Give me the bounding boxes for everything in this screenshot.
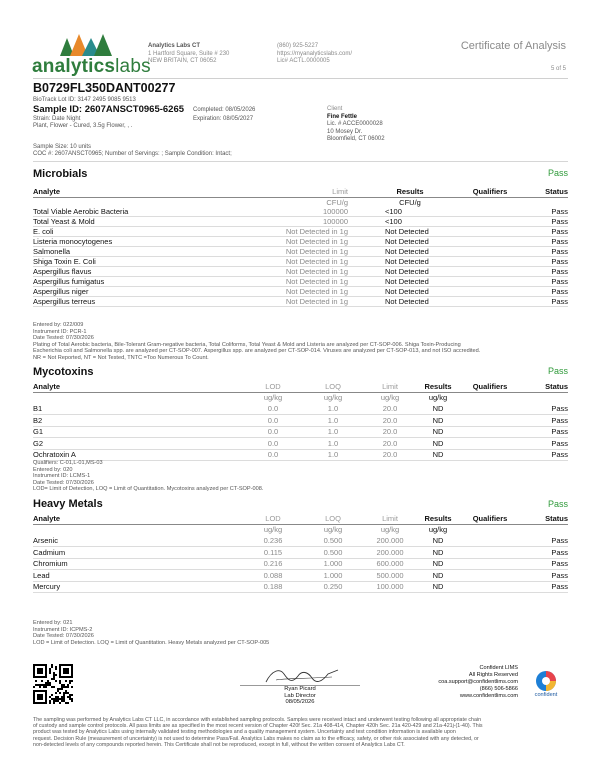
signatory-name: Ryan Picard [284, 686, 316, 692]
table-row [33, 416, 568, 426]
heavy-metals-units-row [33, 525, 568, 535]
lab-license: Lic# ACTL.0000005 [277, 58, 330, 64]
cell-analyte: Shiga Toxin E. Coli [33, 257, 96, 266]
cell-limit: Not Detected in 1g [285, 267, 348, 276]
lab-address2: NEW BRITAIN, CT 06052 [148, 58, 217, 64]
row-divider [33, 592, 568, 593]
heavy-metals-results-unit: ug/kg [428, 525, 448, 534]
cell-result: ND [432, 450, 444, 459]
cell-limit: 20.0 [382, 415, 398, 425]
mycotoxins-instrument: Instrument ID: LCMS-1 [33, 473, 91, 480]
footer-line5: non-detected levels of any compounds reported herein. This Certificate shall not be reproduced, except in full, without the written consent of Analytics Labs CT. [33, 741, 405, 748]
logo-text-bold: analytics [32, 56, 116, 77]
cell-analyte: Aspergillus fumigatus [33, 277, 105, 286]
header-divider [33, 78, 568, 79]
heavy-metals-lod-unit: ug/kg [263, 525, 283, 534]
table-row [33, 427, 568, 437]
cell-loq: 1.0 [327, 404, 339, 413]
mycotoxins-col-limit: Limit [382, 382, 398, 391]
heavy-metals-col-loq: LOQ [325, 514, 341, 523]
client-license: Lic. # ACCE0000028 [327, 121, 383, 127]
cell-analyte: Total Yeast & Mold [33, 217, 95, 226]
microbials-tested: Date Tested: 07/30/2026 [33, 335, 94, 342]
lab-name: Analytics Labs CT [148, 43, 201, 49]
cell-analyte: Total Viable Aerobic Bacteria [33, 207, 129, 216]
footer-line2: of custody and sample control protocols. All pass limits are as specified in the most recent version of Chapter 420f Sec. 21a 408-414, Chapter 420h Sec. 21a 420-429 and 21a-421j-(1-40). This [33, 723, 483, 730]
cell-limit: 200.000 [376, 536, 404, 545]
mycotoxins-notes [33, 460, 573, 493]
sample-id-line: B0729FL350DANT00277 [33, 81, 176, 95]
microbials-col-status: Status [545, 187, 568, 196]
cell-status: Pass [551, 267, 568, 276]
heavy-metals-col-lod: LOD [265, 514, 281, 523]
cell-loq: 0.500 [323, 547, 343, 557]
matrix: Plant, Flower - Cured, 3.5g Flower, , . [33, 123, 133, 129]
cell-status: Pass [551, 217, 568, 226]
cell-analyte: Aspergillus flavus [33, 267, 92, 276]
microbials-col-results: Results [396, 187, 424, 196]
qr-code-icon [33, 664, 73, 704]
strain: Strain: Date Night [33, 116, 81, 122]
qr-code[interactable] [33, 664, 73, 704]
cell-limit: Not Detected in 1g [285, 227, 348, 236]
confident-logo [525, 670, 567, 700]
microbials-note2: Escherichia coli and Salmonella spp. are analyzed per CT-SOP-007. Aspergillus spp. are analyzed per CT-SOP-014. Viruses are analyzed per CT-SOP-013, and not ISO accredited. [33, 348, 481, 355]
table-row [33, 450, 568, 460]
heavy-metals-notes [33, 620, 573, 646]
cell-lod: 0.188 [263, 582, 283, 591]
cell-result: Not Detected [385, 297, 429, 306]
cell-status: Pass [551, 207, 568, 216]
table-row [33, 548, 568, 558]
cell-analyte: Aspergillus terreus [33, 297, 96, 306]
mycotoxins-col-analyte: Analyte [33, 382, 61, 391]
sample-id: Sample ID: 2607ANSCT0965-6265 [33, 104, 185, 115]
cell-analyte: Chromium [33, 559, 68, 568]
page-number: 5 of 5 [550, 66, 566, 72]
cell-status: Pass [551, 438, 568, 448]
cell-limit: 500.000 [376, 570, 404, 580]
heavy-metals-col-results: Results [424, 514, 452, 523]
heavy-metals-col-qualifiers: Qualifiers [472, 514, 508, 523]
microbials-col-limit: Limit [332, 187, 348, 196]
cell-limit: 100.000 [376, 582, 404, 591]
cell-status: Pass [551, 536, 568, 545]
sample-divider [33, 161, 568, 162]
cell-result: Not Detected [385, 227, 429, 236]
microbials-col-analyte: Analyte [33, 187, 61, 196]
microbials-title: Microbials [33, 168, 88, 180]
client-name: Fine Fettle [327, 113, 358, 120]
signatory-block [260, 686, 340, 706]
cell-loq: 0.500 [323, 536, 343, 545]
cell-result: ND [432, 536, 444, 545]
mycotoxins-units-row [33, 393, 568, 403]
confident-phone: (866) 506-5866 [479, 686, 518, 692]
table-row [33, 559, 568, 569]
logo-mark-icon [60, 34, 118, 56]
table-row [33, 582, 568, 592]
cell-analyte: B2 [33, 415, 43, 425]
cell-limit: 100000 [322, 207, 348, 216]
microbials-col-qualifiers: Qualifiers [472, 187, 508, 196]
heavy-metals-col-status: Status [545, 514, 568, 523]
mycotoxins-col-status: Status [545, 382, 568, 391]
mycotoxins-lod-unit: ug/kg [263, 393, 283, 402]
cell-result: <100 [385, 207, 402, 216]
heavy-metals-loq-unit: ug/kg [323, 525, 343, 534]
cell-limit: 600.000 [376, 559, 404, 568]
cell-status: Pass [551, 297, 568, 306]
cell-limit: 100000 [322, 217, 348, 226]
cell-result: ND [432, 415, 444, 425]
cell-lod: 0.0 [267, 415, 279, 425]
table-row [33, 536, 568, 546]
heavy-metals-header-row [33, 514, 568, 524]
completed-date: Completed: 08/05/2026 [193, 107, 256, 113]
footer-line1: The sampling was performed by Analytics Labs CT LLC, in accordance with established sampling protocols. Samples were received intact and underwent testing following all appropriate chain [33, 717, 482, 723]
cell-status: Pass [551, 415, 568, 425]
mycotoxins-qualifiers: Qualifiers: C-01,L-01,MS-03 [33, 460, 103, 466]
lab-info [148, 43, 258, 66]
cell-lod: 0.0 [267, 438, 279, 448]
cell-result: ND [432, 427, 444, 436]
cell-loq: 1.000 [323, 570, 343, 580]
heavy-metals-limit-unit: ug/kg [380, 525, 400, 534]
cell-analyte: G1 [33, 427, 44, 436]
cell-lod: 0.115 [263, 547, 283, 557]
row-divider [33, 306, 568, 307]
cell-analyte: Mercury [33, 582, 61, 591]
cell-analyte: Lead [33, 570, 50, 580]
microbials-status-badge: Pass [547, 168, 568, 178]
confident-email[interactable]: coa.support@confidentlims.com [438, 679, 518, 685]
cell-result: Not Detected [385, 287, 429, 296]
cell-limit: Not Detected in 1g [285, 247, 348, 256]
mycotoxins-entered: Entered by: 020 [33, 466, 73, 473]
microbials-notes [33, 322, 573, 362]
heavy-metals-note: LOD = Limit of Detection. LOQ = Limit of Quantitation. Heavy Metals analyzed per CT-SOP-005 [33, 639, 270, 646]
lab-phone: (860) 925-5227 [277, 43, 319, 49]
mycotoxins-col-lod: LOD [265, 382, 281, 391]
cell-result: Not Detected [385, 257, 429, 266]
confident-logo-icon [535, 670, 557, 692]
cell-analyte: G2 [33, 438, 44, 448]
cell-status: Pass [551, 277, 568, 286]
mycotoxins-note: LOD= Limit of Detection, LOQ = Limit of Quantitation. Mycotoxins analyzed per CT-SOP-008. [33, 486, 264, 493]
cell-result: ND [432, 582, 444, 591]
cell-status: Pass [551, 559, 568, 568]
cell-loq: 1.0 [327, 427, 339, 436]
mycotoxins-col-results: Results [424, 382, 452, 391]
expiration-date: Expiration: 08/05/2027 [193, 116, 254, 122]
lab-contact [277, 43, 387, 66]
cell-loq: 1.0 [327, 438, 339, 448]
confident-name: Confident LIMS [479, 665, 518, 671]
heavy-metals-col-analyte: Analyte [33, 514, 61, 523]
microbials-instrument: Instrument ID: PCR-1 [33, 328, 87, 335]
cell-limit: Not Detected in 1g [285, 287, 348, 296]
cell-result: Not Detected [385, 267, 429, 276]
cell-result: ND [432, 559, 444, 568]
cell-status: Pass [551, 287, 568, 296]
table-row [33, 439, 568, 449]
confident-web[interactable]: www.confidentlims.com [459, 693, 518, 699]
cell-status: Pass [551, 237, 568, 246]
mycotoxins-col-loq: LOQ [325, 382, 341, 391]
cell-limit: 20.0 [382, 438, 398, 448]
cell-analyte: Arsenic [33, 536, 59, 545]
mycotoxins-loq-unit: ug/kg [323, 393, 343, 402]
cell-lod: 0.0 [267, 427, 279, 436]
cell-result: ND [432, 547, 444, 557]
lab-address1: 1 Hartford Square, Suite # 230 [148, 50, 230, 57]
footer-line4: request. Decision Rule (measurement of uncertainty) is not used to determine Pass/Fail. Analytics Labs makes no claim as to the efficacy, safety, or other risk associated with any detected, or [33, 735, 479, 742]
confident-lims-info [410, 665, 518, 700]
cell-limit: Not Detected in 1g [285, 277, 348, 286]
lab-logo [32, 34, 151, 80]
cell-analyte: Listeria monocytogenes [33, 237, 113, 246]
cell-lod: 0.236 [263, 536, 283, 545]
cell-limit: 20.0 [382, 404, 398, 413]
cell-status: Pass [551, 570, 568, 580]
biotrack-id: BioTrack Lot ID: 3147 2495 9085 9513 [33, 97, 136, 103]
cell-loq: 1.000 [323, 559, 343, 568]
heavy-metals-title: Heavy Metals [33, 498, 103, 510]
microbials-entered: Entered by: 022/009 [33, 322, 84, 328]
mycotoxins-header-row [33, 382, 568, 392]
signatory-date: 08/05/2026 [285, 699, 315, 706]
cell-status: Pass [551, 404, 568, 413]
footer-line3: product was tested by Analytics Labs using internally validated testing methodologies and a quality management system. Uncertainty and test condition information is available upon [33, 729, 456, 736]
cell-limit: 20.0 [382, 450, 398, 459]
cell-analyte: B1 [33, 404, 43, 413]
cell-analyte: Cadmium [33, 547, 66, 557]
cell-result: Not Detected [385, 277, 429, 286]
cell-status: Pass [551, 257, 568, 266]
cell-lod: 0.0 [267, 404, 279, 413]
mycotoxins-limit-unit: ug/kg [380, 393, 400, 402]
confident-logo-text: confident [534, 692, 558, 698]
coc-line: COC #: 2607ANSCT0965; Number of Servings: ; Sample Condition: Intact; [33, 151, 232, 157]
mycotoxins-col-qualifiers: Qualifiers [472, 382, 508, 391]
cell-loq: 1.0 [327, 415, 339, 425]
client-address1: 10 Mosey Dr. [327, 128, 363, 135]
doc-title: Certificate of Analysis [460, 40, 566, 52]
cell-lod: 0.216 [263, 559, 283, 568]
cell-limit: Not Detected in 1g [285, 257, 348, 266]
cell-analyte: E. coli [33, 227, 54, 236]
cell-result: ND [432, 570, 444, 580]
microbials-limit-unit: CFU/g [326, 198, 348, 207]
microbials-header-row [33, 187, 568, 197]
cell-analyte: Aspergillus niger [33, 287, 89, 296]
mycotoxins-status-badge: Pass [547, 366, 568, 376]
footer-disclaimer [33, 717, 573, 748]
table-row [33, 404, 568, 414]
microbials-note3: NR = Not Reported, NT = Not Tested, TNTC =Too Numerous To Count. [33, 354, 209, 361]
signatory-title: Lab Director [284, 692, 316, 699]
cell-status: Pass [551, 427, 568, 436]
cell-status: Pass [551, 582, 568, 591]
heavy-metals-col-limit: Limit [382, 514, 398, 523]
cell-lod: 0.0 [267, 450, 279, 459]
cell-status: Pass [551, 247, 568, 256]
cell-limit: Not Detected in 1g [285, 297, 348, 306]
cell-analyte: Ochratoxin A [33, 450, 76, 459]
cell-result: <100 [385, 217, 402, 226]
cell-result: ND [432, 404, 444, 413]
cell-analyte: Salmonella [33, 247, 71, 256]
table-row [33, 571, 568, 581]
microbials-results-unit: CFU/g [399, 198, 421, 207]
client-label: Client [327, 106, 343, 112]
cell-limit: Not Detected in 1g [285, 237, 348, 246]
mycotoxins-title: Mycotoxins [33, 366, 94, 378]
logo-text-light: labs [115, 56, 151, 77]
heavy-metals-instrument: Instrument ID: ICPMS-2 [33, 626, 93, 633]
heavy-metals-tested: Date Tested: 07/30/2026 [33, 633, 94, 640]
client-block [327, 106, 447, 144]
confident-rights: All Rights Reserved [468, 672, 518, 678]
lab-website[interactable]: https://myanalyticslabs.com/ [277, 50, 353, 57]
heavy-metals-status-badge: Pass [547, 499, 568, 509]
cell-lod: 0.088 [263, 570, 283, 580]
sample-size: Sample Size: 10 units [33, 144, 92, 150]
mycotoxins-results-unit: ug/kg [428, 393, 448, 402]
cell-result: ND [432, 438, 444, 448]
cell-result: Not Detected [385, 237, 429, 246]
cell-status: Pass [551, 547, 568, 557]
cell-limit: 20.0 [382, 427, 398, 436]
cell-limit: 200.000 [376, 547, 404, 557]
mycotoxins-tested: Date Tested: 07/30/2026 [33, 479, 94, 486]
cell-loq: 1.0 [327, 450, 339, 459]
cell-status: Pass [551, 227, 568, 236]
cell-status: Pass [551, 450, 568, 459]
microbials-note1: Plating of Total Aerobic bacteria, Bile-Tolerant Gram-negative bacteria, Total Coliforms, Total Yeast & Mold and Listeria are analyzed per CT-SOP-006. Shiga Toxin-Producing [33, 341, 461, 348]
cell-loq: 0.250 [323, 582, 343, 591]
heavy-metals-entered: Entered by: 021 [33, 620, 73, 626]
cell-result: Not Detected [385, 247, 429, 256]
client-address2: Bloomfield, CT 06002 [327, 136, 385, 142]
